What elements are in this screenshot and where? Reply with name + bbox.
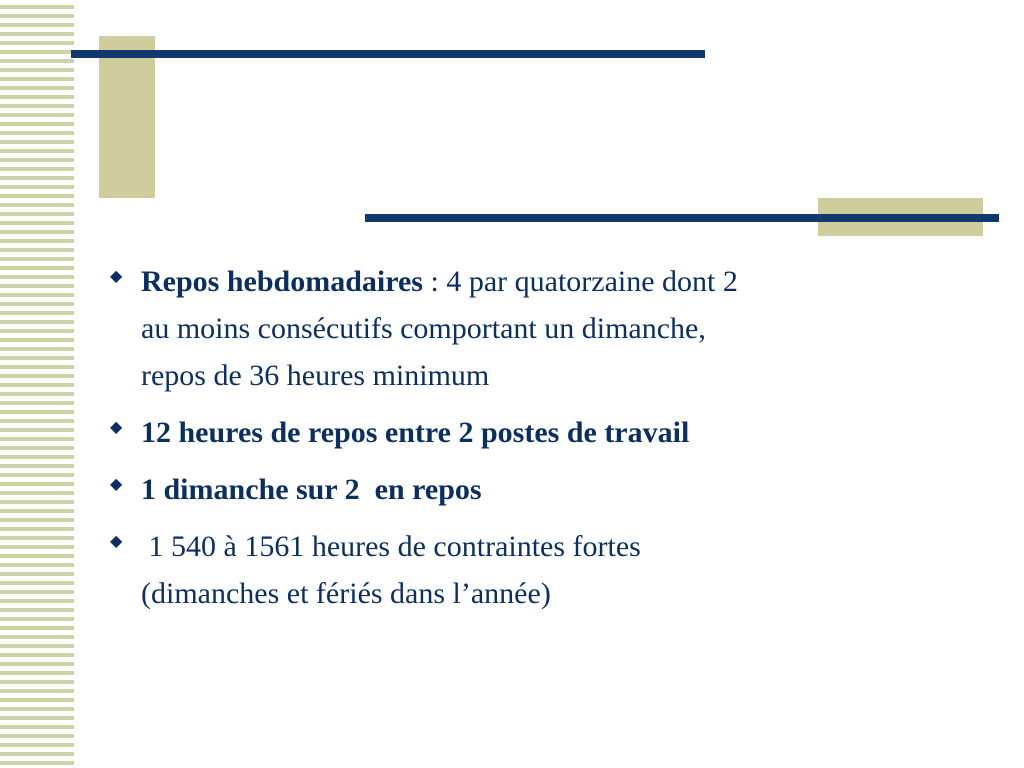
bullet-list	[104, 258, 944, 627]
bullet-text: 1 540 à 1561 heures de contraintes fortes	[141, 530, 641, 563]
decorative-line-top	[71, 50, 705, 58]
bullet-text: : 4 par quatorzaine dont 2	[422, 265, 738, 298]
bullet-text: au moins consécutifs comportant un dimanche,	[141, 312, 706, 345]
bullet-text: (dimanches et fériés dans l’année)	[141, 577, 551, 610]
decorative-line-middle	[365, 214, 999, 222]
bullet-line	[141, 258, 944, 305]
bullet-text: 12 heures de repos entre 2 postes de travail	[141, 416, 690, 449]
bullet-item-weekly-rest	[104, 258, 944, 399]
diamond-bullet-icon: ◆	[110, 419, 123, 436]
bullet-bold-label: Repos hebdomadaires	[141, 265, 423, 298]
bullet-item-rest-between-shifts	[104, 409, 944, 456]
diamond-bullet-icon: ◆	[110, 476, 123, 493]
bullet-text: 1 dimanche sur 2 en repos	[141, 473, 482, 506]
decorative-stripes	[0, 0, 74, 768]
diamond-bullet-icon: ◆	[110, 268, 123, 285]
bullet-text: repos de 36 heures minimum	[141, 359, 490, 392]
bullet-item-sunday-rest	[104, 466, 944, 513]
bullet-item-constraint-hours	[104, 523, 944, 617]
diamond-bullet-icon: ◆	[110, 533, 123, 550]
decorative-block-left	[99, 36, 155, 198]
